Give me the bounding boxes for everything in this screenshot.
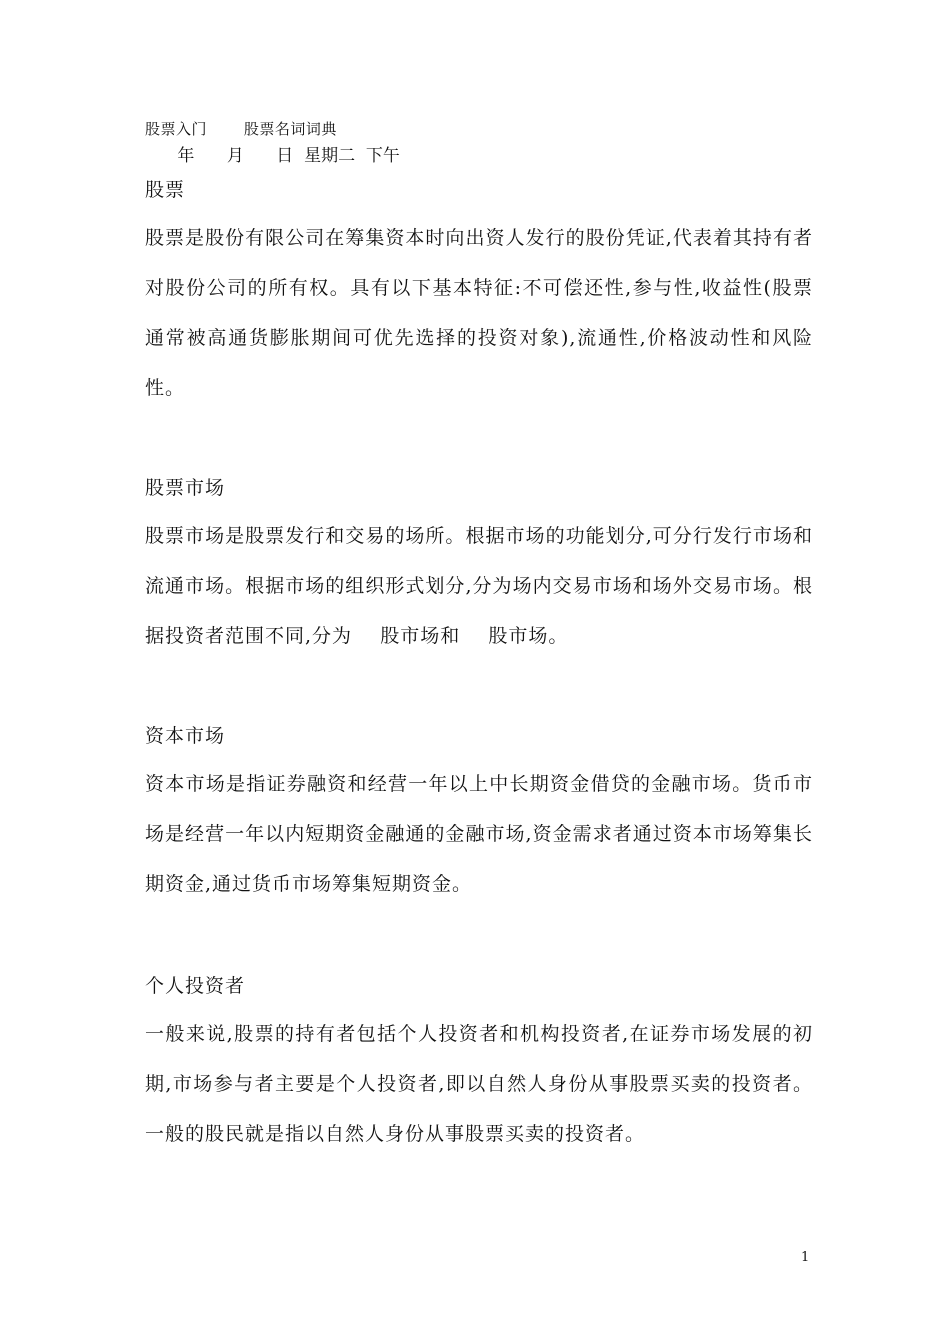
section-heading-stock-market: 股票市场 [145, 477, 226, 499]
page-number: 1 [801, 1250, 810, 1265]
document-header-title: 股票入门 股票名词词典 [145, 120, 337, 138]
section-body-individual-investor: 一般来说,股票的持有者包括个人投资者和机构投资者,在证券市场发展的初期,市场参与者主要是个人投资者,即以自然人身份从事股票买卖的投资者。一般的股民就是指以自然人身份从事股票买卖的投资者。 [145, 1023, 813, 1145]
section-heading-capital-market: 资本市场 [145, 725, 226, 747]
section-body-capital-market: 资本市场是指证券融资和经营一年以上中长期资金借贷的金融市场。货币市场是经营一年以内短期资金融通的金融市场,资金需求者通过资本市场筹集长期资金,通过货币市场筹集短期资金。 [145, 773, 813, 895]
document-header-date: 年 月 日 星期二 下午 [145, 146, 400, 166]
section-heading-individual-investor: 个人投资者 [145, 975, 246, 997]
section-heading-stock: 股票 [145, 179, 186, 201]
section-body-stock: 股票是股份有限公司在筹集资本时向出资人发行的股份凭证,代表着其持有者对股份公司的所有权。具有以下基本特征:不可偿还性,参与性,收益性(股票通常被高通货膨胀期间可优先选择的投资对象),流通性,价格波动性和风险性。 [145, 227, 813, 399]
section-body-stock-market: 股票市场是股票发行和交易的场所。根据市场的功能划分,可分行发行市场和流通市场。根据市场的组织形式划分,分为场内交易市场和场外交易市场。根据投资者范围不同,分为 股市场和 股市场。 [145, 525, 813, 647]
